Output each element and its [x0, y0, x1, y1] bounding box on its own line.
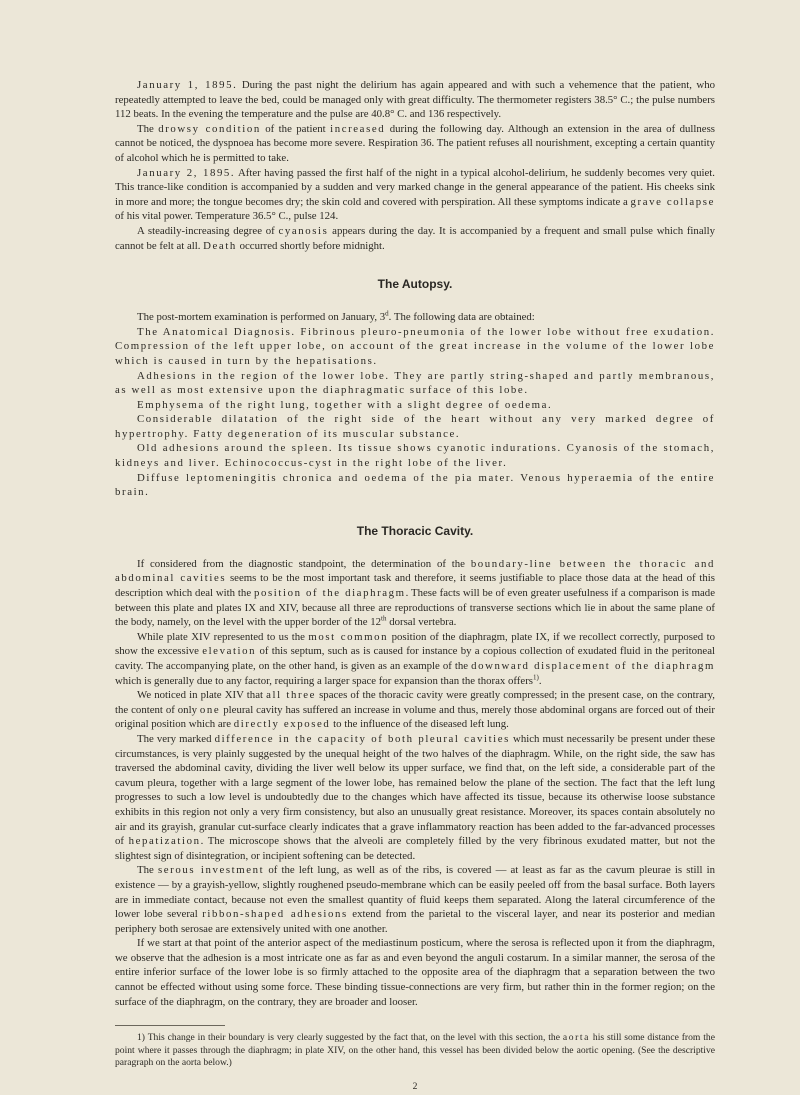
autopsy-item: Old adhesions around the spleen. Its tissue shows cyanotic indurations. Cyanosis of the stomach, kidneys and liver. Echinococcus-cyst in the right lobe of the liver.: [115, 442, 715, 470]
section-heading-autopsy: The Autopsy.: [377, 277, 453, 292]
emphasis-text: most common: [308, 630, 389, 643]
paragraph-text: of this septum, such as is caused for instance by a copious collection of exudated fluid in the peritoneal cavity. The accompanying plate, on the other hand, is given as an example of the: [115, 645, 716, 672]
superscript: d: [385, 309, 389, 318]
emphasis-text: cyanosis: [278, 224, 329, 237]
paragraph-text: which is generally due to any factor, requiring a larger space for expansion than the thorax offers: [115, 674, 533, 687]
footnote-marker: 1): [533, 673, 539, 681]
emphasis-text: boundary-line between the thoracic and abdominal cavities: [115, 557, 715, 585]
thoracic-section: [115, 557, 715, 1009]
footnote-text: 1) This change in their boundary is very clearly suggested by the fact that, on the level with this section, the: [137, 1032, 563, 1044]
emphasis-text: drowsy condition: [158, 122, 261, 135]
emphasis-text: hepatization: [128, 835, 201, 848]
thoracic-paragraph: If we start at that point of the anterior aspect of the mediastinum posticum, where the serosa is reflected upon it from the diaphragm, we observe that the adhesion is a most intricate one as far as and even beyond the anguli costarum. In a similar manner, the serosa of the entire inferior surface of the lower lobe is so firmly attached to the opposite area of the diaphragm that a separation between the two cannot be effected without using some force. These binding tissue-connections are very firm, but rather thin in the former region; on the surface of the diaphragm, on the contrary, they are broader and looser.: [115, 937, 715, 1008]
thoracic-paragraph: [115, 630, 715, 688]
paragraph-text: The very marked: [137, 732, 215, 745]
emphasis-text: elevation: [202, 645, 257, 658]
paragraph-text: . The following data are obtained:: [388, 311, 535, 324]
paragraph-text: which must necessarily be present under these circumstances, is very plainly suggested by the unequal height of the two halves of the diaphragm. While, on the right side, the saw has traversed the abdominal cavity, dividing the liver well below its upper surface, we find that, on the left side, a considerable part of the cavum pleura, together with a large segment of the lower lobe, has remained below the plane of the section. The fact that the left lung progresses to such a low level is undoubtedly due to the changes which have affected its tissue, because its otherwise loose substance exhibits in this region not only a very firm consistency, but also an unusually great resistance. Moreover, its spaces contain absolutely no air and its grayish, granular cut-surface clearly indicates that a grave inflammatory reaction has been added to the far-advanced processes of: [115, 732, 715, 848]
autopsy-item: Considerable dilatation of the right side of the heart without any very marked degree of hypertrophy. Fatty degeneration of its muscular substance.: [115, 413, 715, 440]
emphasis-text: all three: [266, 689, 316, 702]
paragraph-text: during the following day. Although an extension in the area of dullness cannot be noticed, the dyspnoea has become more severe. Respiration 36. The patient refuses all nourishment, excepting a certain quantity of alcohol which he is permitted to take.: [115, 122, 715, 164]
paragraph-text: After having passed the first half of the night in a typical alcohol-delirium, he suddenly becomes very quiet. This trance-like condition is accompanied by a sudden and very marked change in the general appearance of the patient. His cheeks sink in more and more; the tongue becomes dry; the skin cold and covered with perspiration. All these symptoms indicate a: [115, 166, 716, 208]
footnote: [115, 1032, 715, 1070]
paragraph-text: dorsal vertebra.: [386, 616, 457, 629]
autopsy-item: The Anatomical Diagnosis. Fibrinous pleuro-pneumonia of the lower lobe without free exudation. Compression of the left upper lobe, on account of the great increase in the volume of the lower lobe which is caused in turn by the hepatisations.: [115, 325, 715, 367]
superscript: th: [381, 614, 387, 623]
section-heading-thoracic-cavity: The Thoracic Cavity.: [356, 523, 474, 538]
autopsy-item: Diffuse leptomeningitis chronica and oedema of the pia mater. Venous hyperaemia of the entire brain.: [115, 471, 715, 499]
paragraph-text: A steadily-increasing degree of: [137, 224, 279, 237]
paragraph-text: appears during the day. It is accompanied by a frequent and small pulse which finally cannot be felt at all.: [115, 224, 716, 252]
emphasis-text: grave collapse: [630, 195, 716, 208]
paragraph-text: The: [137, 864, 158, 877]
paragraph-text: to the influence of the diseased left lung.: [330, 718, 509, 731]
paragraph-text: .: [538, 674, 542, 687]
thoracic-paragraph: [115, 732, 715, 863]
emphasis-text: serous investment: [157, 864, 265, 877]
paragraph-text: . These facts will be of even greater usefulness if a comparison is made between this plate and plates IX and XIV, because all three are reproductions of transverse sections which lie in about the same plane of the body, namely, on the level with the upper border of the 12: [115, 587, 716, 629]
paragraph-text: extend from the parietal to the visceral layer, and near its posterior and median periphery both serosae are extensively united with one another.: [115, 908, 715, 935]
emphasis-text: Death: [203, 239, 237, 252]
emphasis-text: downward displacement of the diaphragm: [471, 660, 715, 672]
clinical-paragraph: [115, 166, 715, 224]
thoracic-paragraph: [115, 688, 715, 732]
paragraph-text: . The microscope shows that the alveoli are completely filled by the very fibrinous exudated matter, but not the slightest sign of disintegration, or incipient softening can be detected.: [115, 835, 715, 862]
paragraph-text: During the past night the delirium has again appeared and with such a vehemence that the patient, who repeatedly attempted to leave the bed, could be managed only with great difficulty. The thermometer registers 38.5° C.; the pulse numbers 112 beats. In the evening the temperature and the pulse are 40.8° C. and 136 respectively.: [115, 79, 716, 121]
date-label: January 2, 1895.: [137, 166, 236, 179]
date-label: January 1, 1895.: [137, 79, 238, 91]
footnote-text: his still some distance from the point where it passes through the diaphragm; in plate XIV, on the other hand, this vessel has been divided below the aortic opening. (See the descriptive paragraph on the aorta below.): [115, 1032, 715, 1069]
paragraph-text: If considered from the diagnostic standpoint, the determination of the: [137, 557, 471, 570]
thoracic-paragraph: [115, 557, 715, 630]
emphasis-text: ribbon-shaped adhesions: [202, 908, 348, 921]
clinical-paragraph: [115, 122, 715, 166]
autopsy-item: Adhesions in the region of the lower lobe. They are partly string-shaped and partly membranous, as well as most extensive upon the diaphragmatic surface of this lobe.: [115, 369, 715, 397]
autopsy-intro: [115, 310, 715, 325]
paragraph-text: of the left lung, as well as of the ribs, is covered — at least as far as the cavum pleurae is still in existence — by a grayish-yellow, slightly roughened pseudo-membrane which can be easily peeled off from the basal surface. Both layers are in immediate contact, because not even the smallest quantity of fluid keeps them separated. Along the lateral circumference of the lower lobe several: [115, 864, 715, 921]
paragraph-text: While plate XIV represented to us the: [137, 630, 309, 643]
paragraph-text: occurred shortly before midnight.: [236, 239, 385, 252]
paragraph-text: seems to be the most important task and therefore, it seems justifiable to place those data at the head of this description which deal with the: [115, 572, 715, 600]
emphasis-text: directly exposed: [233, 718, 331, 731]
clinical-paragraph: [115, 224, 715, 253]
page-number: 2: [412, 1081, 418, 1093]
paragraph-text: The post-mortem examination is performed on January, 3: [137, 311, 386, 324]
paragraph-text: of the patient: [260, 122, 331, 135]
emphasis-text: position of the diaphragm: [253, 587, 406, 600]
autopsy-item: Emphysema of the right lung, together with a slight degree of oedema.: [137, 398, 553, 411]
paragraph-text: of his vital power. Temperature 36.5° C., pulse 124.: [115, 210, 339, 223]
paragraph-text: We noticed in plate XIV that: [137, 689, 267, 702]
paragraph-text: spaces of the thoracic cavity were greatly compressed; in the present case, on the contrary, the content of only: [115, 689, 715, 716]
paragraph-text: pleural cavity has suffered an increase in volume and thus, merely those abdominal organs are forced out of their original position which are: [115, 703, 715, 731]
emphasis-text: difference in the capacity of both pleural cavities: [214, 732, 510, 745]
paragraph-text: The: [137, 122, 159, 135]
clinical-notes-section: [115, 78, 715, 253]
page-body: [115, 78, 715, 1095]
emphasis-text: increased: [330, 122, 386, 135]
emphasis-text: one: [199, 703, 221, 716]
autopsy-section: [115, 310, 715, 500]
clinical-paragraph: [115, 78, 715, 122]
thoracic-paragraph: [115, 863, 715, 936]
emphasis-text: aorta: [562, 1032, 591, 1044]
footnote-divider: [115, 1025, 225, 1026]
paragraph-text: position of the diaphragm, plate IX, if we recollect correctly, purposed to show the excessive: [115, 630, 715, 658]
